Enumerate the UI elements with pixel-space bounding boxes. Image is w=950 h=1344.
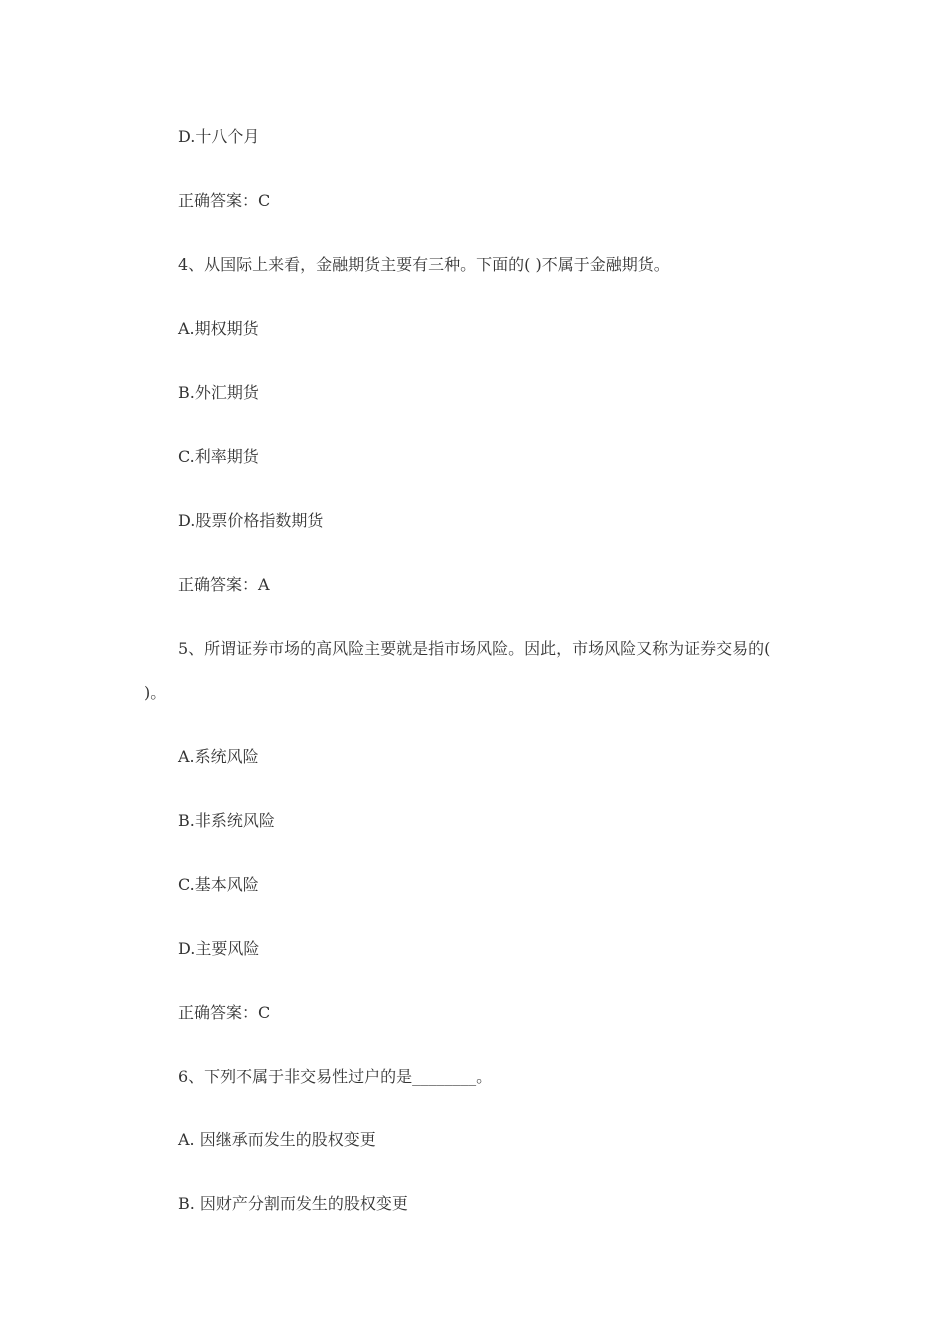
answer-q3: 正确答案：C (178, 191, 271, 210)
option-d-q3: D.十八个月 (178, 127, 260, 146)
option-c-q4: C.利率期货 (178, 447, 259, 466)
option-b-q6: B. 因财产分割而发生的股权变更 (178, 1194, 408, 1213)
option-d-q5: D.主要风险 (178, 939, 260, 958)
question-5-continuation: )。 (144, 683, 167, 702)
option-a-q4: A.期权期货 (178, 319, 259, 338)
option-b-q5: B.非系统风险 (178, 811, 275, 830)
option-a-q6: A. 因继承而发生的股权变更 (178, 1130, 376, 1149)
option-c-q5: C.基本风险 (178, 875, 259, 894)
question-6: 6、下列不属于非交易性过户的是________。 (178, 1067, 493, 1086)
answer-q4: 正确答案：A (178, 575, 270, 594)
option-d-q4: D.股票价格指数期货 (178, 511, 324, 530)
option-b-q4: B.外汇期货 (178, 383, 259, 402)
question-4: 4、从国际上来看，金融期货主要有三种。下面的( )不属于金融期货。 (178, 255, 670, 274)
answer-q5: 正确答案：C (178, 1003, 271, 1022)
question-5: 5、所谓证券市场的高风险主要就是指市场风险。因此，市场风险又称为证券交易的( (178, 639, 771, 658)
option-a-q5: A.系统风险 (178, 747, 259, 766)
